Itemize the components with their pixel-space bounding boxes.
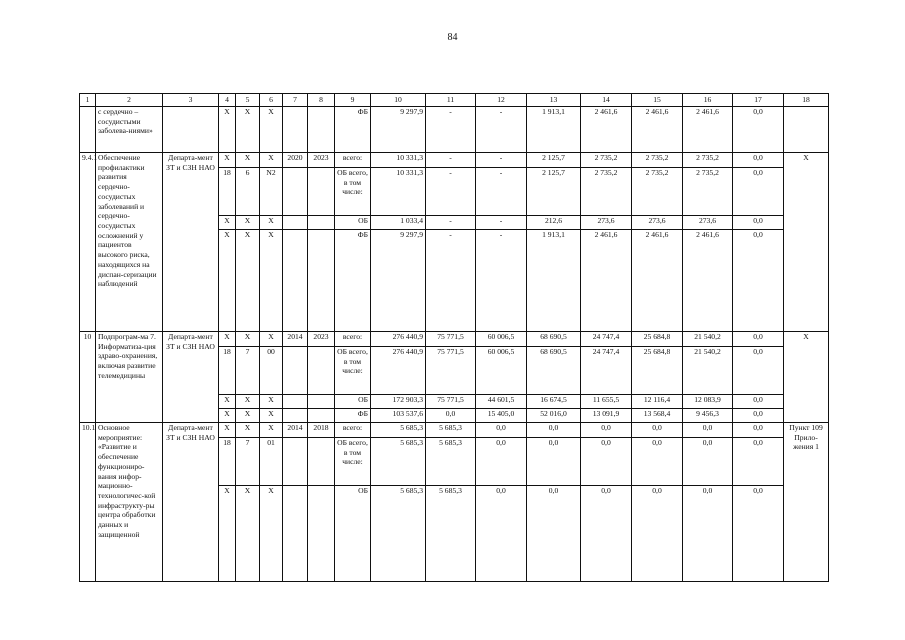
cell-col-12: 44 601,5 [476,395,527,409]
cell-col-13: 16 674,5 [527,395,581,409]
column-header-7: 7 [283,94,308,107]
budget-table [79,93,829,582]
row-number: 10.1 [80,423,96,582]
cell-col-10: 172 903,3 [371,395,426,409]
cell-col-7 [283,409,308,423]
cell-col-17: 0,0 [733,395,784,409]
cell-col-5: X [236,395,260,409]
cell-col-11: 5 685,3 [426,438,476,486]
cell-col-10: 10 331,3 [371,168,426,216]
cell-col-15: 2 461,6 [632,107,683,153]
cell-col-11: 0,0 [426,409,476,423]
cell-col-17: 0,0 [733,230,784,332]
cell-col-6: 00 [260,347,283,395]
cell-col-6: X [260,409,283,423]
cell-col-6: X [260,107,283,153]
cell-col-17: 0,0 [733,107,784,153]
cell-col-4: X [219,395,236,409]
cell-col-8: 2023 [308,332,335,347]
cell-col-4: X [219,409,236,423]
cell-col-9: ФБ [335,409,371,423]
column-header-6: 6 [260,94,283,107]
cell-col-15: 25 684,8 [632,347,683,395]
cell-col-11: 5 685,3 [426,486,476,582]
cell-col-16: 273,6 [683,216,733,230]
cell-col-10: 5 685,3 [371,438,426,486]
cell-col-15: 273,6 [632,216,683,230]
cell-col-6: X [260,332,283,347]
cell-col-9: ОБ [335,216,371,230]
column-header-18: 18 [784,94,829,107]
cell-col-5: X [236,216,260,230]
cell-col-16: 9 456,3 [683,409,733,423]
cell-col-12: - [476,230,527,332]
cell-col-9: всего: [335,332,371,347]
cell-col-7 [283,395,308,409]
cell-col-12: - [476,107,527,153]
cell-col-14: 24 747,4 [581,347,632,395]
cell-col-14: 0,0 [581,486,632,582]
cell-col-14: 273,6 [581,216,632,230]
cell-col-4: 18 [219,438,236,486]
note-cell: X [784,153,829,332]
table-row [80,153,829,168]
cell-col-14: 13 091,9 [581,409,632,423]
responsible-department: Департа-мент ЗТ и СЗН НАО [163,332,219,423]
cell-col-10: 5 685,3 [371,486,426,582]
column-header-10: 10 [371,94,426,107]
cell-col-8 [308,409,335,423]
cell-col-9: всего: [335,423,371,438]
cell-col-11: - [426,230,476,332]
cell-col-5: X [236,409,260,423]
cell-col-6: X [260,395,283,409]
responsible-department: Департа-мент ЗТ и СЗН НАО [163,423,219,582]
cell-col-6: X [260,486,283,582]
cell-col-8: 2018 [308,423,335,438]
cell-col-8 [308,216,335,230]
cell-col-13: 1 913,1 [527,107,581,153]
column-header-13: 13 [527,94,581,107]
cell-col-5: 6 [236,168,260,216]
cell-col-11: 5 685,3 [426,423,476,438]
cell-col-10: 276 440,9 [371,332,426,347]
cell-col-13: 2 125,7 [527,168,581,216]
cell-col-7: 2014 [283,332,308,347]
cell-col-12: 0,0 [476,438,527,486]
measure-name: Обеспечение профилактики развития сердечно-сосудистых заболеваний и сердечно-сосудистых осложнений у пациентов высокого риска, находящихся на диспан-серизации наблюдений [96,153,163,332]
cell-col-11: - [426,107,476,153]
cell-col-4: X [219,153,236,168]
cell-col-11: 75 771,5 [426,395,476,409]
column-header-12: 12 [476,94,527,107]
column-header-16: 16 [683,94,733,107]
column-header-4: 4 [219,94,236,107]
cell-col-13: 1 913,1 [527,230,581,332]
cell-col-5: 7 [236,347,260,395]
cell-col-17: 0,0 [733,332,784,347]
cell-col-10: 9 297,9 [371,107,426,153]
cell-col-14: 2 461,6 [581,107,632,153]
cell-col-17: 0,0 [733,423,784,438]
cell-col-11: 75 771,5 [426,347,476,395]
cell-col-17: 0,0 [733,168,784,216]
cell-col-7: 2014 [283,423,308,438]
cell-col-4: X [219,216,236,230]
cell-col-10: 5 685,3 [371,423,426,438]
cell-col-8: 2023 [308,153,335,168]
header-row [80,94,829,107]
cell-col-7 [283,347,308,395]
cell-col-16: 21 540,2 [683,347,733,395]
note-cell: Пункт 109 Прило-жения 1 [784,423,829,582]
column-header-17: 17 [733,94,784,107]
cell-col-9: ФБ [335,230,371,332]
responsible-department [163,107,219,153]
cell-col-6: X [260,230,283,332]
cell-col-4: 18 [219,168,236,216]
cell-col-4: X [219,107,236,153]
row-number: 9.4.1 [80,153,96,332]
cell-col-13: 68 690,5 [527,347,581,395]
cell-col-5: X [236,153,260,168]
cell-col-17: 0,0 [733,409,784,423]
cell-col-5: X [236,486,260,582]
cell-col-15: 12 116,4 [632,395,683,409]
cell-col-15: 2 461,6 [632,230,683,332]
cell-col-8 [308,486,335,582]
cell-col-16: 21 540,2 [683,332,733,347]
cell-col-13: 212,6 [527,216,581,230]
cell-col-12: 0,0 [476,486,527,582]
measure-name: Основное мероприятие: «Развитие и обеспечение функциониро-вания инфор-мационно-технологичес-кой инфраструкту-ры центра обработки данных и защищенной [96,423,163,582]
cell-col-10: 276 440,9 [371,347,426,395]
cell-col-12: 60 006,5 [476,332,527,347]
cell-col-16: 0,0 [683,438,733,486]
cell-col-15: 13 568,4 [632,409,683,423]
cell-col-15: 2 735,2 [632,168,683,216]
cell-col-14: 0,0 [581,423,632,438]
row-number [80,107,96,153]
measure-name: с сердечно – сосудистыми заболева-ниями» [96,107,163,153]
cell-col-7 [283,230,308,332]
cell-col-6: X [260,216,283,230]
cell-col-10: 103 537,6 [371,409,426,423]
cell-col-15: 25 684,8 [632,332,683,347]
cell-col-11: - [426,168,476,216]
row-number: 10 [80,332,96,423]
cell-col-9: ОБ [335,395,371,409]
cell-col-11: 75 771,5 [426,332,476,347]
cell-col-17: 0,0 [733,153,784,168]
cell-col-15: 0,0 [632,438,683,486]
cell-col-17: 0,0 [733,486,784,582]
cell-col-5: X [236,423,260,438]
cell-col-14: 11 655,5 [581,395,632,409]
cell-col-9: ОБ всего, в том числе: [335,347,371,395]
cell-col-15: 0,0 [632,423,683,438]
cell-col-7 [283,168,308,216]
cell-col-12: 0,0 [476,423,527,438]
table-row [80,107,829,153]
cell-col-4: X [219,332,236,347]
cell-col-6: N2 [260,168,283,216]
cell-col-9: ОБ всего, в том числе: [335,168,371,216]
cell-col-10: 1 033,4 [371,216,426,230]
page-number: 84 [447,32,458,43]
cell-col-12: - [476,168,527,216]
cell-col-16: 2 461,6 [683,107,733,153]
cell-col-7 [283,486,308,582]
cell-col-5: X [236,230,260,332]
column-header-2: 2 [96,94,163,107]
measure-name: Подпрограм-ма 7. Информатиза-ция здраво-охранения, включая развитие телемедицины [96,332,163,423]
cell-col-12: 15 405,0 [476,409,527,423]
cell-col-16: 0,0 [683,423,733,438]
note-cell [784,107,829,153]
cell-col-17: 0,0 [733,216,784,230]
table-row [80,423,829,438]
cell-col-13: 0,0 [527,486,581,582]
cell-col-10: 9 297,9 [371,230,426,332]
cell-col-7 [283,216,308,230]
cell-col-5: 7 [236,438,260,486]
cell-col-16: 0,0 [683,486,733,582]
cell-col-5: X [236,107,260,153]
cell-col-9: ФБ [335,107,371,153]
cell-col-7: 2020 [283,153,308,168]
cell-col-15: 2 735,2 [632,153,683,168]
cell-col-4: 18 [219,347,236,395]
cell-col-16: 2 735,2 [683,168,733,216]
column-header-15: 15 [632,94,683,107]
cell-col-8 [308,168,335,216]
cell-col-14: 2 735,2 [581,153,632,168]
responsible-department: Департа-мент ЗТ и СЗН НАО [163,153,219,332]
note-cell: X [784,332,829,423]
cell-col-12: - [476,153,527,168]
cell-col-13: 0,0 [527,423,581,438]
cell-col-9: ОБ [335,486,371,582]
cell-col-4: X [219,423,236,438]
cell-col-9: ОБ всего, в том числе: [335,438,371,486]
column-header-14: 14 [581,94,632,107]
column-header-9: 9 [335,94,371,107]
cell-col-13: 2 125,7 [527,153,581,168]
column-header-5: 5 [236,94,260,107]
cell-col-17: 0,0 [733,438,784,486]
cell-col-5: X [236,332,260,347]
cell-col-4: X [219,230,236,332]
cell-col-6: 01 [260,438,283,486]
cell-col-16: 2 735,2 [683,153,733,168]
column-header-1: 1 [80,94,96,107]
cell-col-8 [308,438,335,486]
cell-col-9: всего: [335,153,371,168]
cell-col-8 [308,347,335,395]
cell-col-8 [308,107,335,153]
cell-col-14: 2 735,2 [581,168,632,216]
cell-col-13: 0,0 [527,438,581,486]
cell-col-14: 24 747,4 [581,332,632,347]
cell-col-16: 2 461,6 [683,230,733,332]
cell-col-14: 2 461,6 [581,230,632,332]
cell-col-13: 68 690,5 [527,332,581,347]
table-row [80,332,829,347]
cell-col-4: X [219,486,236,582]
cell-col-17: 0,0 [733,347,784,395]
cell-col-16: 12 083,9 [683,395,733,409]
cell-col-7 [283,438,308,486]
cell-col-12: - [476,216,527,230]
cell-col-15: 0,0 [632,486,683,582]
cell-col-8 [308,230,335,332]
cell-col-11: - [426,216,476,230]
cell-col-12: 60 006,5 [476,347,527,395]
cell-col-11: - [426,153,476,168]
cell-col-8 [308,395,335,409]
cell-col-6: X [260,153,283,168]
cell-col-10: 10 331,3 [371,153,426,168]
cell-col-7 [283,107,308,153]
column-header-11: 11 [426,94,476,107]
column-header-8: 8 [308,94,335,107]
cell-col-13: 52 016,0 [527,409,581,423]
column-header-3: 3 [163,94,219,107]
cell-col-6: X [260,423,283,438]
cell-col-14: 0,0 [581,438,632,486]
